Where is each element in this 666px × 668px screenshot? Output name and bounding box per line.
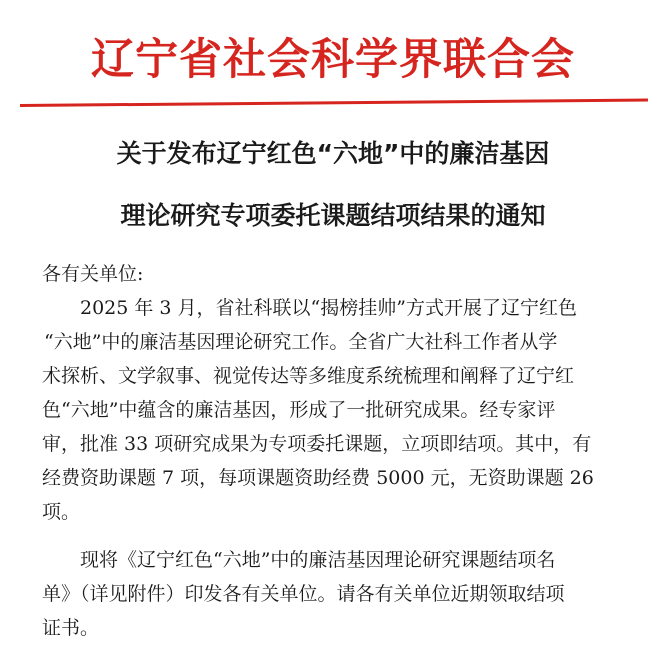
body-line-8: 现将《辽宁红色“六地”中的廉洁基因理论研究课题结项名 bbox=[80, 549, 556, 571]
document-title-line-2: 理论研究专项委托课题结项结果的通知 bbox=[120, 201, 546, 230]
document-title-line-1: 关于发布辽宁红色“六地”中的廉洁基因 bbox=[116, 139, 550, 168]
organization-header: 辽宁省社会科学界联合会 bbox=[91, 35, 575, 85]
body-line-6: 经费资助课题 7 项，每项课题资助经费 5000 元，无资助课题 26 bbox=[42, 467, 594, 489]
body-line-9: 单》（详见附件）印发各有关单位。请各有关单位近期领取结项 bbox=[42, 583, 565, 605]
body-line-4: 色“六地”中蕴含的廉洁基因，形成了一批研究成果。经专家评 bbox=[42, 399, 556, 421]
body-line-5: 审，批准 33 项研究成果为专项委托课题，立项即结项。其中，有 bbox=[42, 433, 592, 455]
salutation: 各有关单位: bbox=[42, 263, 144, 285]
body-line-1: 2025 年 3 月，省社科联以“揭榜挂帅”方式开展了辽宁红色 bbox=[80, 297, 577, 319]
body-line-2: “六地”中的廉洁基因理论研究工作。全省广大社科工作者从学 bbox=[44, 331, 558, 353]
body-line-10: 证书。 bbox=[42, 617, 100, 639]
body-line-3: 术探析、文学叙事、视觉传达等多维度系统梳理和阐释了辽宁红 bbox=[42, 365, 575, 387]
header-red-rule bbox=[20, 99, 648, 107]
body-line-7: 项。 bbox=[42, 501, 81, 523]
